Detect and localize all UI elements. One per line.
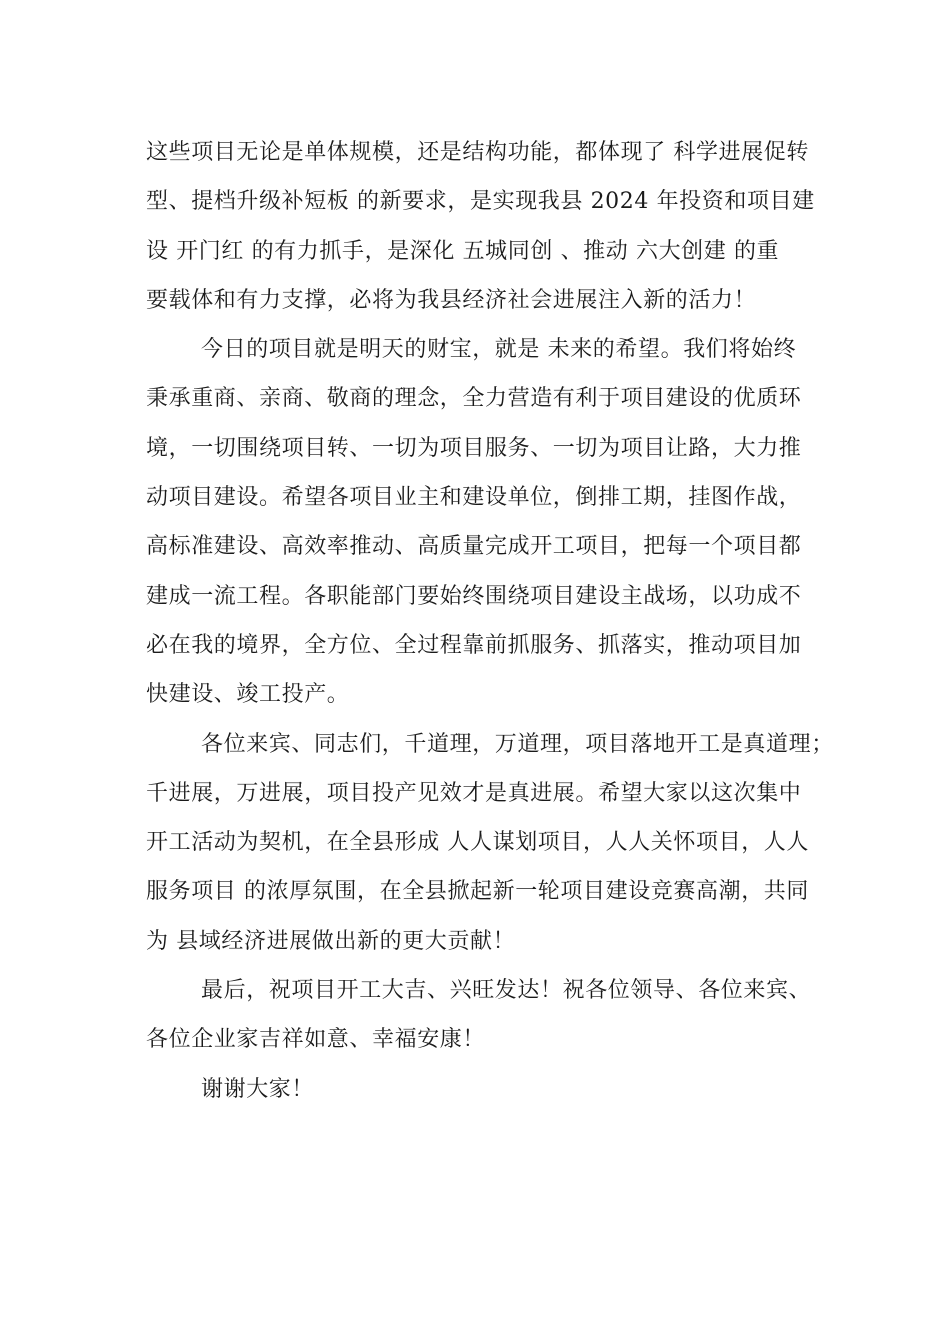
- document-body: [146, 128, 834, 1114]
- text-line: 这些项目无论是单体规模，还是结构功能，都体现了 科学进展促转: [146, 140, 809, 165]
- text-line: 各位企业家吉祥如意、幸福安康！: [146, 1027, 486, 1053]
- paragraph-first-line: 最后，祝项目开工大吉、兴旺发达！祝各位领导、各位来宾、: [201, 978, 812, 1004]
- closing-line: 谢谢大家！: [201, 1076, 315, 1102]
- text-line: 要载体和有力支撑，必将为我县经济社会进展注入新的活力！: [146, 287, 757, 313]
- text-line: 快建设、竣工投产。: [146, 682, 350, 708]
- text-line: 千进展，万进展，项目投产见效才是真进展。希望大家以这次集中: [146, 780, 802, 806]
- text-line: 服务项目 的浓厚氛围，在全县掀起新一轮项目建设竞赛高潮，共同: [146, 879, 809, 905]
- text-line: 必在我的境界，全方位、全过程靠前抓服务、抓落实，推动项目加: [146, 632, 802, 658]
- text-line: 开工活动为契机，在全县形成 人人谋划项目，人人关怀项目，人人: [146, 830, 809, 856]
- text-line: 型、提档升级补短板 的新要求，是实现我县 2024 年投资和项目建: [146, 189, 815, 215]
- text-line: 动项目建设。希望各项目业主和建设单位，倒排工期，挂图作战，: [146, 485, 802, 511]
- text-line: 为 县域经济进展做出新的更大贡献！: [146, 928, 516, 954]
- text-line: 秉承重商、亲商、敬商的理念，全力营造有利于项目建设的优质环: [146, 386, 802, 412]
- text-line: 建成一流工程。各职能部门要始终围绕项目建设主战场，以功成不: [146, 583, 802, 609]
- text-line: 设 开门红 的有力抓手，是深化 五城同创 、推动 六大创建 的重: [146, 238, 780, 264]
- paragraph-first-line: 各位来宾、同志们，千道理，万道理，项目落地开工是真道理；: [201, 731, 834, 757]
- text-line: 境，一切围绕项目转、一切为项目服务、一切为项目让路，大力推: [146, 435, 802, 461]
- paragraph-first-line: 今日的项目就是明天的财宝，就是 未来的希望。我们将始终: [201, 337, 797, 363]
- text-line: 高标准建设、高效率推动、高质量完成开工项目，把每一个项目都: [146, 534, 802, 560]
